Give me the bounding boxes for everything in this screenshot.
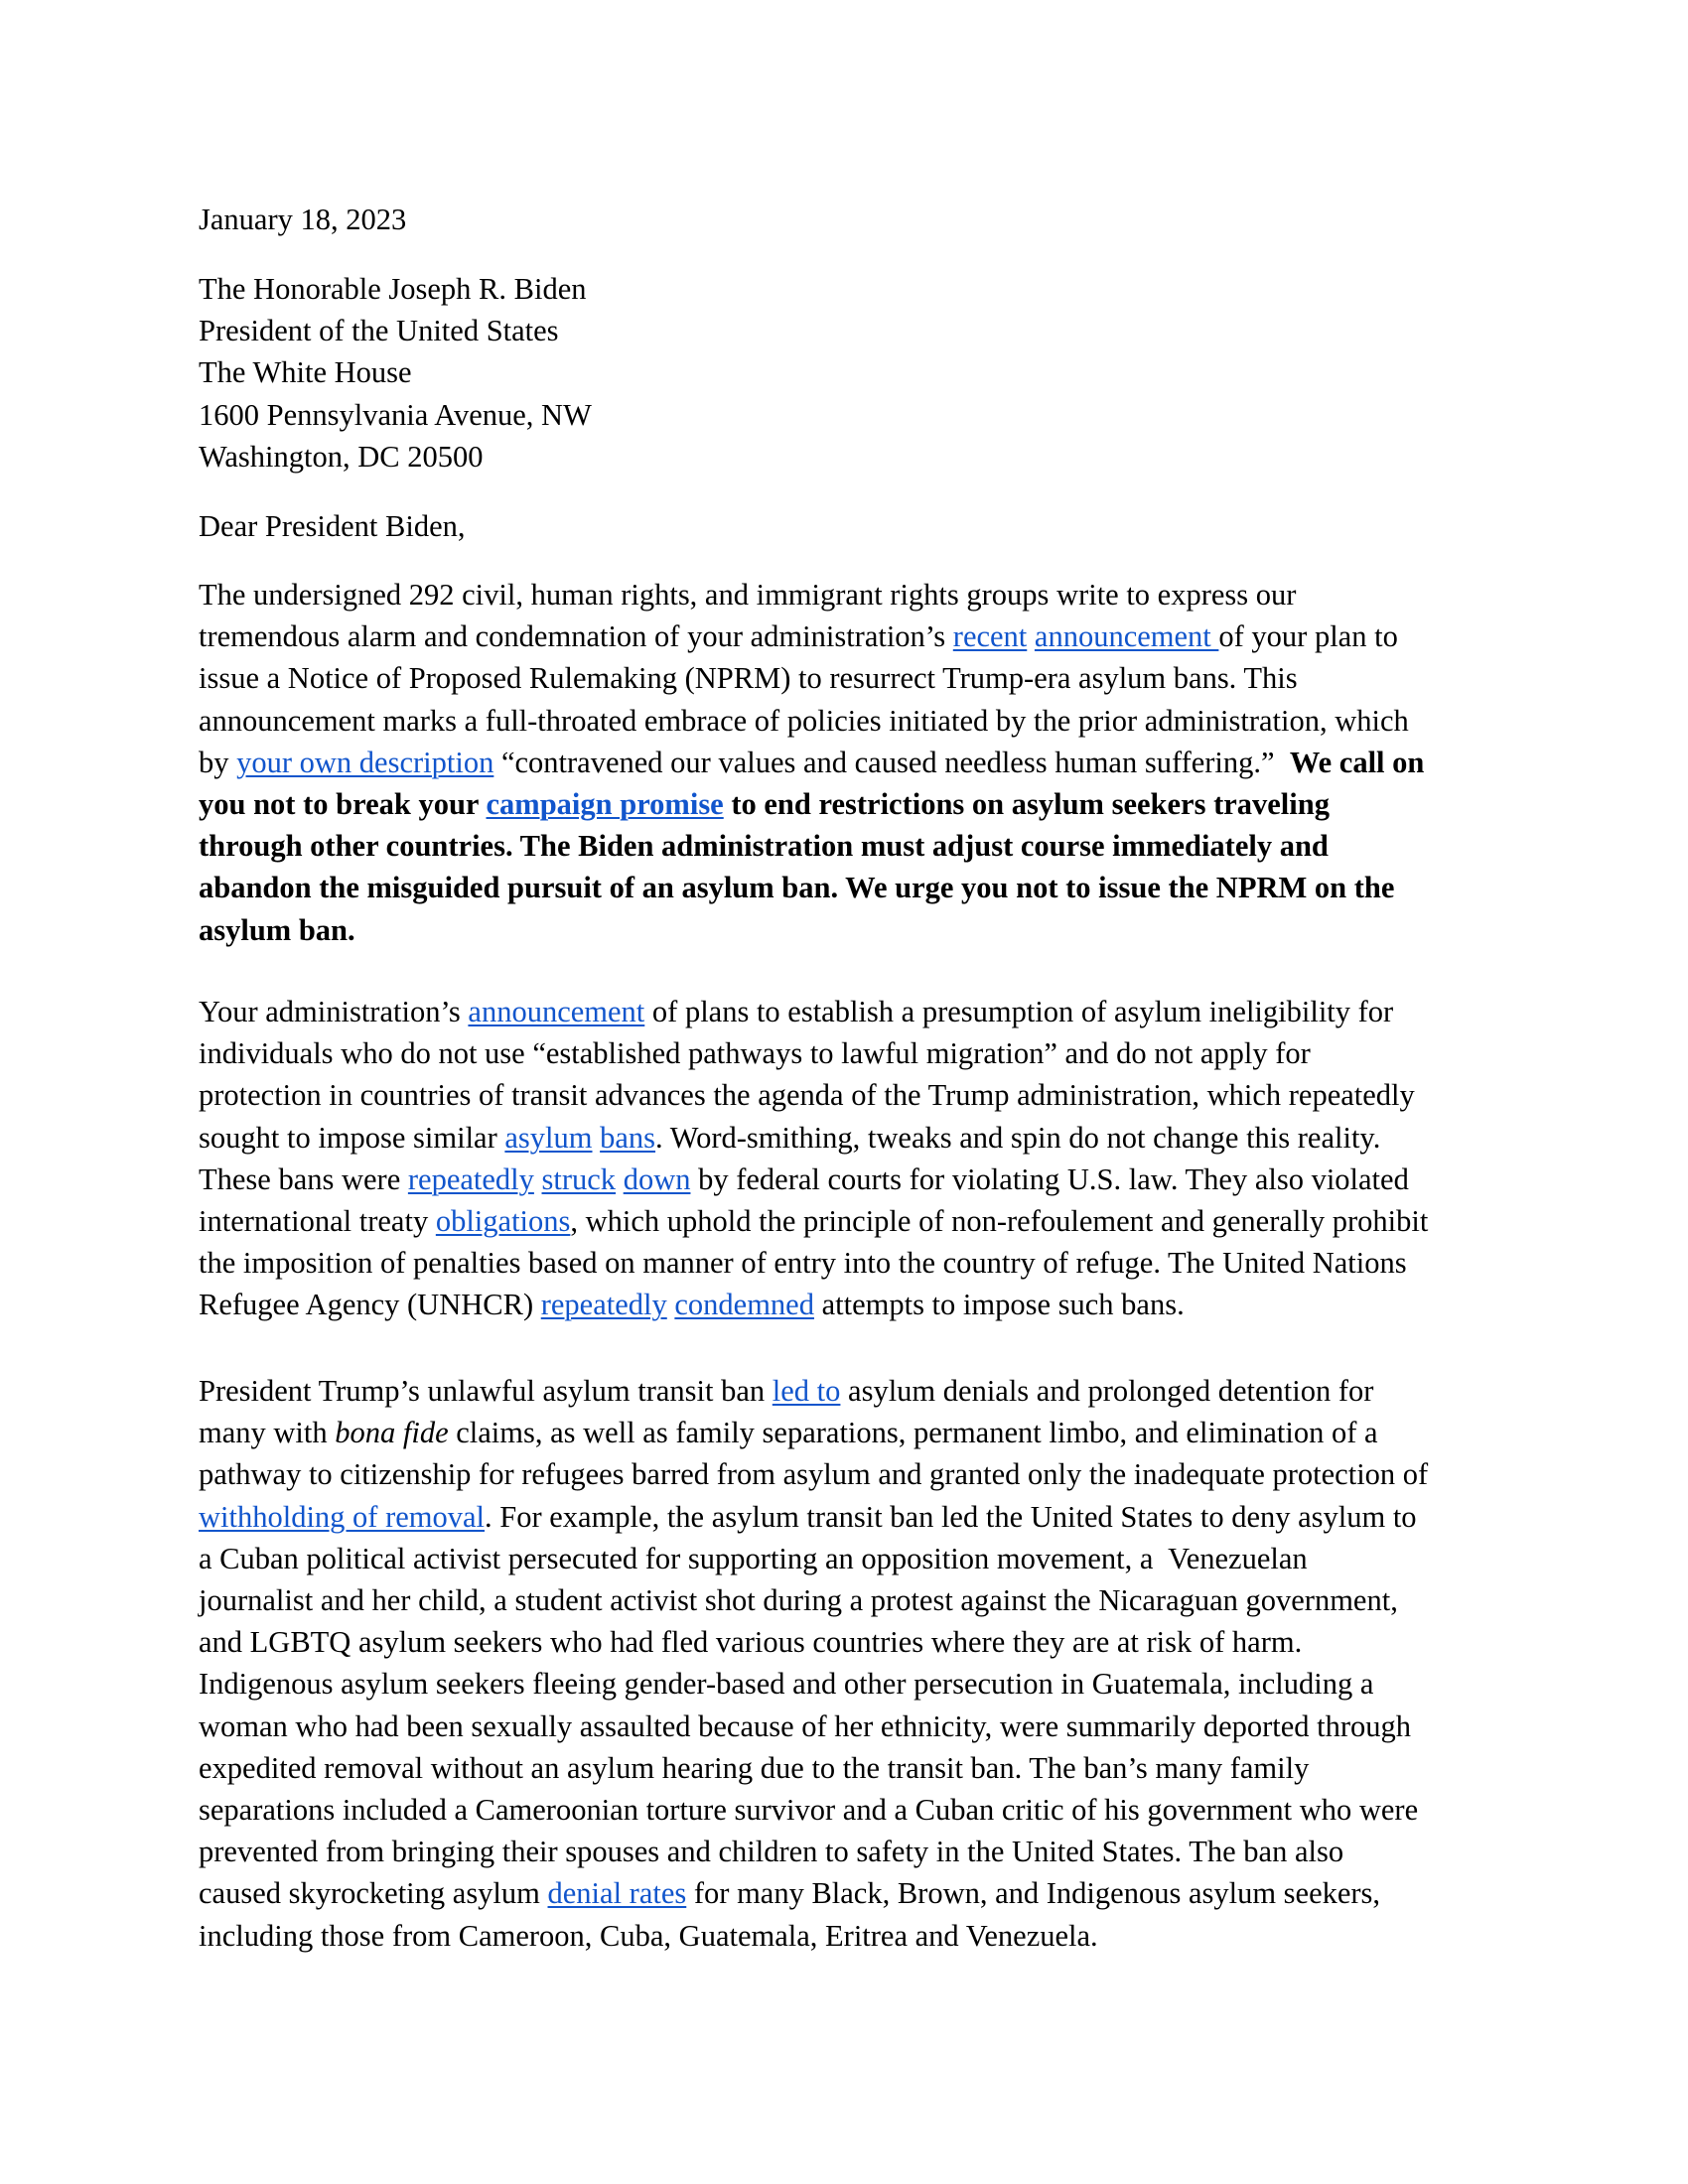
text-run: of your plan to: [1218, 619, 1398, 654]
link-down[interactable]: down: [623, 1161, 691, 1196]
recipient-address: [199, 268, 1499, 478]
link-condemned[interactable]: condemned: [674, 1288, 814, 1322]
paragraph-line: separations included a Cameroonian torture survivor and a Cuban critic of his government who were: [199, 1793, 1419, 1828]
address-line: Washington, DC 20500: [199, 439, 484, 474]
text-run: of plans to establish a presumption of asylum ineligibility for: [644, 995, 1394, 1028]
paragraph-line: [199, 991, 1499, 1032]
link-obligations[interactable]: obligations: [435, 1204, 571, 1239]
text-run: tremendous alarm and condemnation of your administration’s: [199, 619, 953, 654]
text-run: claims, as well as family separations, permanent limbo, and elimination of a: [448, 1416, 1378, 1450]
text-run: These bans were: [199, 1161, 408, 1196]
paragraph-line: Indigenous asylum seekers fleeing gender-based and other persecution in Guatemala, including a: [199, 1667, 1374, 1702]
text-run: “contravened our values and caused needless human suffering.”: [493, 745, 1290, 779]
link-withholding-of-removal[interactable]: withholding of removal: [199, 1499, 486, 1534]
paragraph-line: [199, 615, 1499, 657]
link-campaign-promise[interactable]: campaign promise: [486, 787, 724, 822]
bold-text-run: you not to break your: [199, 787, 487, 822]
link-repeatedly[interactable]: repeatedly: [407, 1161, 534, 1196]
text-run: many with: [199, 1416, 336, 1450]
bold-text-run: to end restrictions on asylum seekers traveling: [723, 787, 1330, 822]
paragraph-line: [199, 1412, 1499, 1453]
paragraph-line: individuals who do not use “established pathways to lawful migration” and do not apply for: [199, 1036, 1311, 1071]
paragraph-line: [199, 1872, 1499, 1914]
paragraph-2: [199, 991, 1499, 1326]
bold-text-run: asylum ban.: [199, 912, 355, 947]
text-run: for many Black, Brown, and Indigenous asylum seekers,: [686, 1876, 1381, 1911]
paragraph-line: journalist and her child, a student activist shot during a protest against the Nicaraguan government,: [199, 1583, 1398, 1618]
paragraph-line: including those from Cameroon, Cuba, Guatemala, Eritrea and Venezuela.: [199, 1918, 1098, 1953]
paragraph-line: [199, 1159, 1499, 1200]
address-line: The Honorable Joseph R. Biden: [199, 272, 587, 306]
address-line: The White House: [199, 355, 412, 390]
paragraph-line: issue a Notice of Proposed Rulemaking (NPRM) to resurrect Trump-era asylum bans. This: [199, 661, 1298, 696]
link-announcement[interactable]: announcement: [468, 995, 645, 1028]
paragraph-line: [199, 1284, 1499, 1325]
text-run: asylum denials and prolonged detention for: [840, 1374, 1374, 1408]
italic-text-run: bona fide: [335, 1416, 449, 1450]
address-line: President of the United States: [199, 314, 559, 348]
text-run: President Trump’s unlawful asylum transit ban: [199, 1374, 773, 1408]
paragraph-line: expedited removal without an asylum hearing due to the transit ban. The ban’s many family: [199, 1750, 1310, 1785]
link-struck[interactable]: struck: [541, 1161, 617, 1196]
paragraph-line: announcement marks a full-throated embrace of policies initiated by the prior administration, which: [199, 703, 1409, 738]
paragraph-line: a Cuban political activist persecuted for supporting an opposition movement, a Venezuelan: [199, 1541, 1308, 1575]
bold-text-run: We call on: [1289, 745, 1425, 779]
paragraph-1: [199, 574, 1499, 951]
date-text: January 18, 2023: [199, 203, 407, 236]
text-run: by: [199, 745, 237, 779]
salutation: [199, 505, 1499, 547]
address-line: 1600 Pennsylvania Avenue, NW: [199, 397, 592, 432]
paragraph-line: [199, 783, 1499, 825]
text-run: . Word-smithing, tweaks and spin do not change this reality.: [655, 1120, 1381, 1155]
text-run: . For example, the asylum transit ban led the United States to deny asylum to: [485, 1499, 1417, 1534]
bold-text-run: through other countries. The Biden administration must adjust course immediately and: [199, 829, 1329, 864]
paragraph-line: [199, 1200, 1499, 1242]
text-run: international treaty: [199, 1204, 436, 1239]
text-run: by federal courts for violating U.S. law. They also violated: [690, 1161, 1409, 1196]
text-run: Your administration’s: [199, 995, 469, 1028]
link-denial-rates[interactable]: denial rates: [547, 1876, 687, 1911]
link-bans[interactable]: bans: [600, 1120, 656, 1155]
link-asylum[interactable]: asylum: [504, 1120, 593, 1155]
paragraph-line: [199, 1117, 1499, 1159]
paragraph-line: [199, 867, 1499, 908]
paragraph-line: woman who had been sexually assaulted because of her ethnicity, were summarily deported through: [199, 1708, 1412, 1743]
link-announcement[interactable]: announcement: [1034, 619, 1219, 654]
paragraph-line: protection in countries of transit advances the agenda of the Trump administration, which repeatedly: [199, 1078, 1415, 1113]
bold-text-run: abandon the misguided pursuit of an asylum ban. We urge you not to issue the NPRM on the: [199, 871, 1395, 905]
paragraph-line: pathway to citizenship for refugees barred from asylum and granted only the inadequate protection of: [199, 1457, 1429, 1492]
paragraph-line: The undersigned 292 civil, human rights, and immigrant rights groups write to express our: [199, 578, 1297, 612]
salutation-text: Dear President Biden,: [199, 509, 466, 543]
letter-date: [199, 199, 1499, 240]
link-led-to[interactable]: led to: [772, 1374, 841, 1408]
paragraph-line: [199, 909, 1499, 951]
text-run: attempts to impose such bans.: [813, 1288, 1185, 1322]
paragraph-line: [199, 742, 1499, 783]
link-repeatedly[interactable]: repeatedly: [540, 1288, 667, 1322]
paragraph-line: [199, 1496, 1499, 1538]
paragraph-line: [199, 1370, 1499, 1412]
paragraph-line: [199, 825, 1499, 867]
link-recent[interactable]: recent: [952, 619, 1028, 654]
paragraph-line: and LGBTQ asylum seekers who had fled various countries where they are at risk of harm.: [199, 1625, 1303, 1660]
text-run: , which uphold the principle of non-refoulement and generally prohibit: [570, 1204, 1429, 1239]
text-run: sought to impose similar: [199, 1120, 505, 1155]
paragraph-line: the imposition of penalties based on manner of entry into the country of refuge. The United Nations: [199, 1246, 1407, 1281]
paragraph-3: [199, 1370, 1499, 1957]
text-run: Refugee Agency (UNHCR): [199, 1288, 541, 1322]
text-run: caused skyrocketing asylum: [199, 1876, 548, 1911]
paragraph-line: prevented from bringing their spouses and children to safety in the United States. The ban also: [199, 1835, 1344, 1869]
link-your-own-description[interactable]: your own description: [236, 745, 494, 779]
